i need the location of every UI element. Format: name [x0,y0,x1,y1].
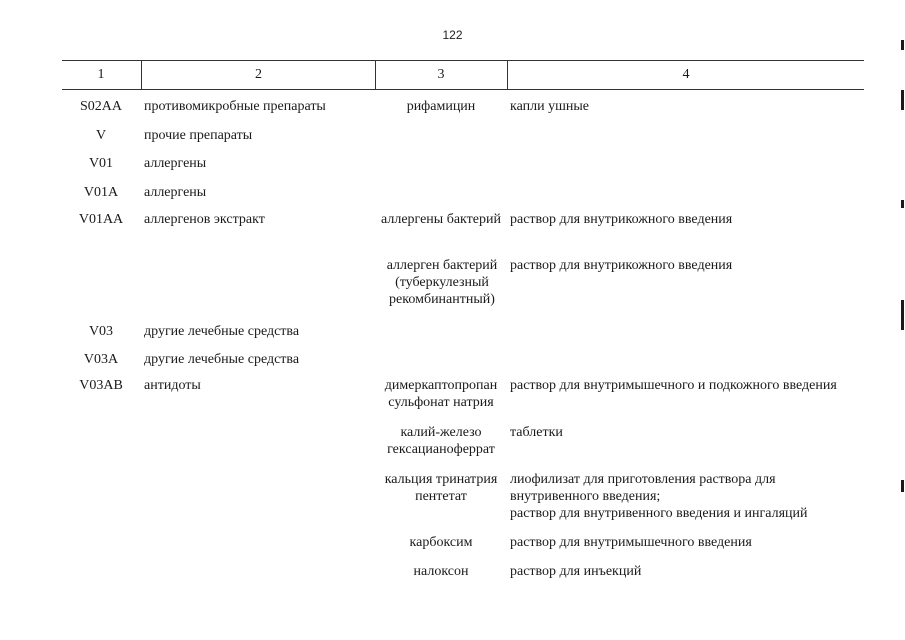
dosage-form: таблетки [510,425,563,440]
header-col-3: 3 [437,67,445,82]
drug-name: аллерген бактерий (туберкулезный рекомбинантный) [386,258,498,307]
group-name: прочие препараты [144,128,253,143]
atc-code: V [95,128,107,143]
header-col-1: 1 [97,67,105,82]
dosage-form: раствор для инъекций [510,564,642,579]
dosage-form: раствор для внутримышечного и подкожного введения [510,378,837,393]
atc-code: V01AA [78,212,124,227]
drug-name: калий-железо гексацианоферрат [387,425,495,457]
group-name: аллергенов экстракт [144,212,265,227]
group-name: противомикробные препараты [144,99,326,114]
atc-code: V01 [88,156,114,171]
drug-name: кальция тринатрия пентетат [384,472,498,504]
drug-name: карбоксим [409,535,473,550]
dosage-form: капли ушные [510,99,589,114]
header-col-2: 2 [255,67,262,82]
dosage-form: раствор для внутрикожного введения [510,258,733,273]
atc-code: V03 [88,324,114,339]
drug-name: аллергены бактерий [381,212,501,227]
scan-edge-marks [899,0,905,640]
dosage-form: раствор для внутрикожного введения [510,212,733,227]
table-header [62,60,864,90]
group-name: аллергены [144,185,207,200]
drug-name: налоксон [413,564,469,579]
drug-name: димеркаптопропан сульфонат натрия [384,378,498,410]
dosage-form: раствор для внутримышечного введения [510,535,752,550]
atc-code: V03A [83,352,119,367]
atc-code: V01A [83,185,119,200]
group-name: другие лечебные средства [144,352,300,367]
group-name: другие лечебные средства [144,324,300,339]
dosage-form: лиофилизат для приготовления раствора для внутривенного введения; раствор для внутривенного введения и ингаляций [510,472,808,521]
atc-code: S02AA [79,99,122,114]
atc-code: V03AB [79,378,123,393]
group-name: антидоты [144,378,201,393]
group-name: аллергены [144,156,207,171]
page-number: 122 [442,28,463,42]
header-col-4: 4 [682,67,690,82]
drug-name: рифамицин [406,99,476,114]
